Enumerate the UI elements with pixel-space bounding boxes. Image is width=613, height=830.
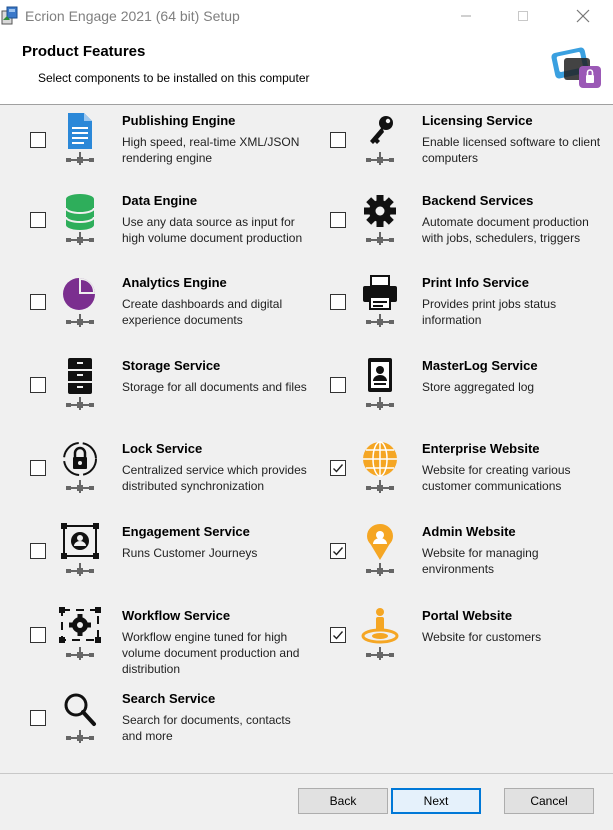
network-connector [66, 647, 94, 660]
title-bar [0, 0, 613, 32]
network-connector [366, 480, 394, 493]
feature-description: Website for creating various customer communications [422, 463, 571, 493]
network-connector [366, 563, 394, 576]
feature-item [30, 113, 330, 193]
feature-name: Print Info Service [422, 275, 529, 290]
feature-name: Enterprise Website [422, 441, 540, 456]
document-icon [58, 111, 102, 167]
feature-name: Admin Website [422, 524, 516, 539]
window-title: Ecrion Engage 2021 (64 bit) Setup [25, 8, 240, 24]
feature-description: High speed, real-time XML/JSON rendering engine [122, 135, 300, 165]
network-connector [66, 232, 94, 245]
feature-item [330, 608, 613, 688]
feature-name: Backend Services [422, 193, 534, 208]
feature-description: Website for managing environments [422, 546, 539, 576]
engagement-icon [58, 522, 102, 578]
feature-description: Storage for all documents and files [122, 380, 307, 394]
portal-person-icon [358, 606, 402, 662]
feature-name: Lock Service [122, 441, 203, 456]
key-icon [358, 111, 402, 167]
network-connector [66, 152, 94, 165]
workflow-icon [58, 606, 102, 662]
id-card-icon [358, 356, 402, 412]
minimize-button[interactable] [443, 0, 489, 32]
network-connector [66, 397, 94, 410]
feature-description: Provides print jobs status information [422, 297, 557, 327]
feature-checkbox[interactable] [30, 377, 46, 393]
feature-item [330, 524, 613, 604]
ecrion-logo-icon [549, 44, 605, 92]
feature-item [330, 193, 613, 273]
page-title: Product Features [22, 43, 146, 60]
feature-description: Store aggregated log [422, 380, 535, 394]
maximize-button[interactable] [500, 0, 546, 32]
feature-description: Enable licensed software to client computers [422, 135, 601, 165]
admin-location-icon [358, 522, 402, 578]
cancel-button[interactable]: Cancel [504, 788, 594, 814]
feature-checkbox[interactable] [330, 212, 346, 228]
check-icon [332, 462, 344, 474]
page-subtitle: Select components to be installed on this computer [38, 71, 310, 85]
feature-checkbox[interactable] [30, 132, 46, 148]
feature-name: Analytics Engine [122, 275, 227, 290]
feature-checkbox[interactable] [30, 460, 46, 476]
feature-checkbox[interactable] [330, 460, 346, 476]
feature-description: Workflow engine tuned for high volume document production and distribution [122, 630, 300, 676]
back-button[interactable]: Back [298, 788, 388, 814]
feature-item [30, 358, 330, 438]
feature-name: MasterLog Service [422, 358, 538, 373]
installer-app-icon [1, 6, 19, 26]
feature-item [30, 691, 330, 771]
feature-description: Use any data source as input for high volume document production [122, 215, 303, 245]
feature-name: Engagement Service [122, 524, 250, 539]
feature-description: Website for customers [422, 630, 542, 644]
feature-description: Centralized service which provides distributed synchronization [122, 463, 307, 493]
close-icon [576, 9, 590, 23]
network-connector [366, 152, 394, 165]
check-icon [332, 629, 344, 641]
minimize-icon [460, 10, 472, 22]
feature-name: Storage Service [122, 358, 221, 373]
feature-checkbox[interactable] [30, 294, 46, 310]
globe-icon [358, 439, 402, 495]
feature-name: Portal Website [422, 608, 513, 623]
magnifier-icon [58, 689, 102, 745]
feature-checkbox[interactable] [330, 132, 346, 148]
file-cabinet-icon [58, 356, 102, 412]
feature-name: Licensing Service [422, 113, 533, 128]
gear-icon [358, 191, 402, 247]
check-icon [332, 545, 344, 557]
next-button[interactable]: Next [391, 788, 481, 814]
close-button[interactable] [560, 0, 606, 32]
header-banner [0, 32, 613, 105]
network-connector [66, 730, 94, 743]
footer-divider [0, 773, 613, 774]
network-connector [366, 232, 394, 245]
feature-description: Create dashboards and digital experience documents [122, 297, 283, 327]
feature-description: Automate document production with jobs, schedulers, triggers [422, 215, 589, 245]
feature-name: Search Service [122, 691, 216, 706]
feature-item [30, 524, 330, 604]
feature-name: Data Engine [122, 193, 198, 208]
pie-chart-icon [58, 273, 102, 329]
feature-item [30, 608, 330, 688]
feature-name: Publishing Engine [122, 113, 236, 128]
network-connector [66, 563, 94, 576]
network-connector [66, 480, 94, 493]
network-connector [366, 647, 394, 660]
maximize-icon [517, 10, 529, 22]
feature-checkbox[interactable] [30, 710, 46, 726]
lock-icon [58, 439, 102, 495]
feature-checkbox[interactable] [330, 377, 346, 393]
feature-item [30, 193, 330, 273]
feature-item [30, 275, 330, 355]
network-connector [366, 314, 394, 327]
feature-item [330, 358, 613, 438]
feature-description: Runs Customer Journeys [122, 546, 258, 560]
feature-checkbox[interactable] [330, 294, 346, 310]
feature-item [330, 113, 613, 193]
feature-checkbox[interactable] [30, 212, 46, 228]
feature-name: Workflow Service [122, 608, 231, 623]
feature-checkbox[interactable] [30, 627, 46, 643]
feature-item [30, 441, 330, 521]
network-connector [366, 397, 394, 410]
feature-checkbox[interactable] [330, 627, 346, 643]
feature-item [330, 441, 613, 521]
network-connector [66, 314, 94, 327]
feature-checkbox[interactable] [330, 543, 346, 559]
feature-description: Search for documents, contacts and more [122, 713, 291, 743]
database-icon [58, 191, 102, 247]
printer-icon [358, 273, 402, 329]
feature-item [330, 275, 613, 355]
feature-checkbox[interactable] [30, 543, 46, 559]
